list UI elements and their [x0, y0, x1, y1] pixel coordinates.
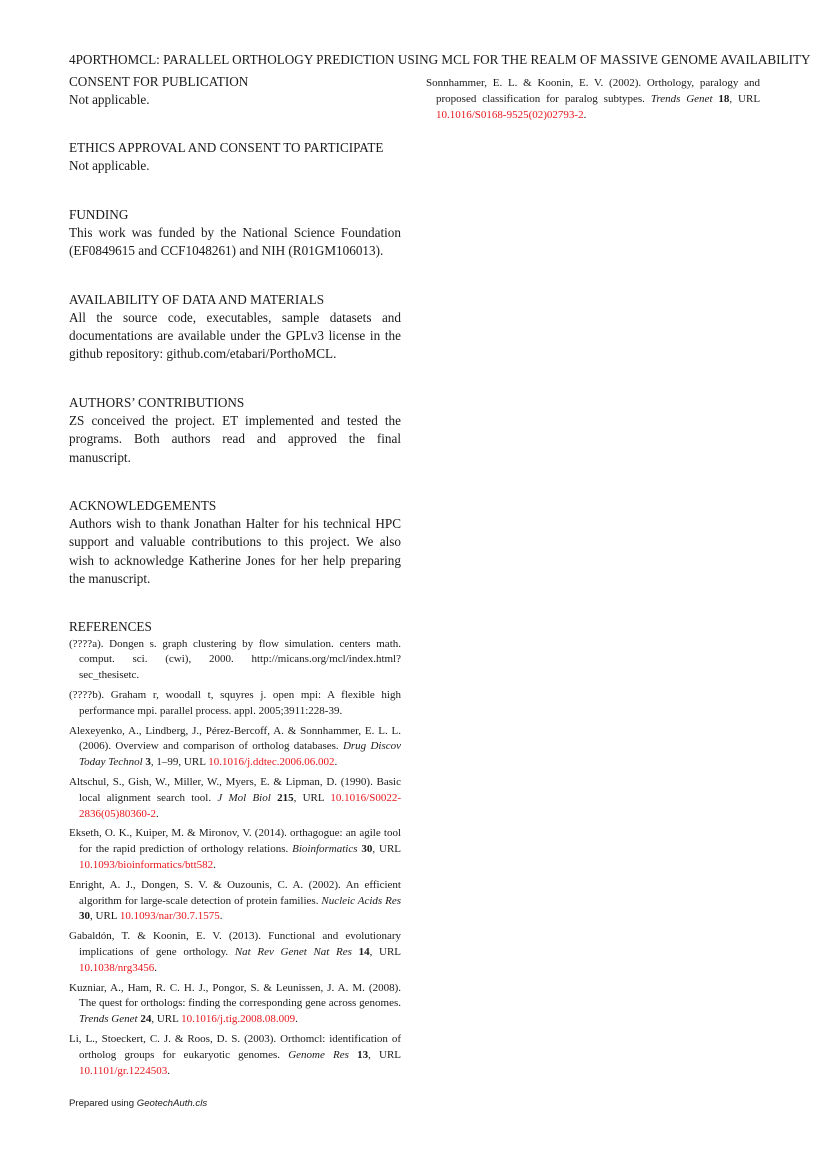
reference-volume: 215: [277, 791, 294, 804]
section-title: AUTHORS’ CONTRIBUTIONS: [69, 394, 245, 410]
section-ethics: [69, 139, 401, 175]
doi-link[interactable]: 10.1016/S0168-9525(02)02793-2: [436, 108, 584, 121]
reference-item: Altschul, S., Gish, W., Miller, W., Myers, E. & Lipman, D. (1990). Basic local alignment search tool. J Mol Biol 215, URL 10.1016/S0022-2836(05)80360-2.: [69, 776, 402, 820]
reference-volume: 18: [718, 92, 730, 105]
section-title: ETHICS APPROVAL AND CONSENT TO PARTICIPATE: [69, 140, 384, 156]
section-availability: [69, 291, 401, 364]
doi-link[interactable]: 10.1093/nar/30.7.1575: [119, 910, 220, 923]
doi-link[interactable]: 10.1016/j.tig.2008.08.009: [181, 1013, 296, 1026]
reference-journal: Bioinformatics: [292, 843, 358, 856]
section-body: ZS conceived the project. ET implemented and tested the programs. Both authors read and approved the final manuscript.: [69, 412, 401, 465]
reference-volume: 3: [145, 756, 151, 769]
section-body: Not applicable.: [69, 158, 150, 174]
reference-item: Ekseth, O. K., Kuiper, M. & Mironov, V. (2014). orthagogue: an agile tool for the rapid prediction of orthology relations. Bioinformatics 30, URL 10.1093/bioinformatics/btt582.: [69, 827, 402, 872]
reference-volume: 14: [358, 946, 370, 959]
doi-link[interactable]: 10.1016/j.ddtec.2006.06.002: [208, 756, 335, 769]
section-body: This work was funded by the National Science Foundation (EF0849615 and CCF1048261) and NIH (R01GM106013).: [69, 224, 401, 259]
section-title: ACKNOWLEDGEMENTS: [69, 498, 217, 514]
doi-link[interactable]: 10.1038/nrg3456: [79, 961, 155, 974]
reference-item: Enright, A. J., Dongen, S. V. & Ouzounis, C. A. (2002). An efficient algorithm for large-scale detection of protein families. Nucleic Acids Res 30, URL 10.1093/nar/30.7.1575.: [69, 878, 401, 923]
footer: [69, 1098, 207, 1109]
reference-item: Li, L., Stoeckert, C. J. & Roos, D. S. (2003). Orthomcl: identification of ortholog groups for eukaryotic genomes. Genome Res 13, URL 10.1101/gr.1224503.: [69, 1033, 401, 1077]
section-body: All the source code, executables, sample datasets and documentations are available under the GPLv3 license in the github repository: github.com/etabari/PorthoMCL.: [69, 309, 401, 362]
reference-item: Alexeyenko, A., Lindberg, J., Pérez-Bercoff, A. & Sonnhammer, E. L. L. (2006). Overview and comparison of ortholog databases. Drug Discov Today Technol 3, 1–99, URL 10.1016/j.ddtec.2006.06.002.: [69, 724, 401, 769]
right-column: [426, 76, 760, 127]
reference-journal: Drug Discov Today Technol: [79, 740, 401, 769]
section-body: Authors wish to thank Jonathan Halter for his technical HPC support and valuable contributions to this project. We also wish to acknowledge Katherine Jones for her help preparing the manuscript.: [69, 516, 401, 587]
doi-link[interactable]: 10.1016/S0022-2836(05)80360-2: [79, 791, 402, 820]
reference-volume: 30: [79, 910, 90, 923]
section-title: FUNDING: [69, 206, 129, 222]
reference-journal: Nucleic Acids Res: [321, 894, 401, 907]
section-acknowledgements: [69, 497, 401, 589]
footer-class-file: GeotechAuth.cls: [136, 1098, 208, 1109]
reference-item: (????b). Graham r, woodall t, squyres j. open mpi: A flexible high performance mpi. parallel process. appl. 2005;3911:228-39.: [69, 689, 401, 717]
section-contributions: [69, 394, 401, 467]
section-title: CONSENT FOR PUBLICATION: [69, 74, 249, 89]
footer-prefix: Prepared using: [69, 1098, 137, 1109]
reference-volume: 30: [361, 843, 373, 856]
reference-item: Kuzniar, A., Ham, R. C. H. J., Pongor, S. & Leunissen, J. A. M. (2008). The quest for orthologs: finding the corresponding gene across genomes. Trends Genet 24, URL 10.1016/j.tig.2008.08.009.: [69, 981, 401, 1026]
references-title: REFERENCES: [69, 618, 152, 634]
reference-journal: Genome Res: [288, 1048, 349, 1061]
section-funding: [69, 206, 401, 261]
doi-link[interactable]: 10.1101/gr.1224503: [79, 1064, 168, 1077]
section-title: AVAILABILITY OF DATA AND MATERIALS: [69, 291, 325, 307]
reference-journal: Trends Genet: [79, 1013, 138, 1026]
reference-item: Sonnhammer, E. L. & Koonin, E. V. (2002). Orthology, paralogy and proposed classification for paralog subtypes. Trends Genet 18, URL 10.1016/S0168-9525(02)02793-2.: [426, 77, 761, 121]
doi-link[interactable]: 10.1093/bioinformatics/btt582: [79, 859, 214, 872]
running-head: 4PORTHOMCL: PARALLEL ORTHOLOGY PREDICTION USING MCL FOR THE REALM OF MASSIVE GENOME AVAILABILITY: [69, 52, 811, 67]
reference-journal: Trends Genet: [650, 92, 713, 105]
reference-journal: Nat Rev Genet Nat Res: [234, 946, 352, 959]
reference-volume: 24: [140, 1013, 152, 1026]
reference-item: Gabaldón, T. & Koonin, E. V. (2013). Functional and evolutionary implications of gene orthology. Nat Rev Genet Nat Res 14, URL 10.1038/nrg3456.: [69, 930, 402, 974]
reference-journal: J Mol Biol: [217, 791, 271, 804]
section-body: Not applicable.: [69, 92, 150, 107]
section-consent: [69, 73, 401, 109]
left-column: [69, 73, 401, 1083]
section-references: [69, 618, 401, 1080]
reference-item: (????a). Dongen s. graph clustering by flow simulation. centers math. comput. sci. (cwi), 2000. http://micans.org/mcl/index.html?sec_thesisetc.: [69, 637, 401, 682]
reference-volume: 13: [357, 1048, 369, 1061]
